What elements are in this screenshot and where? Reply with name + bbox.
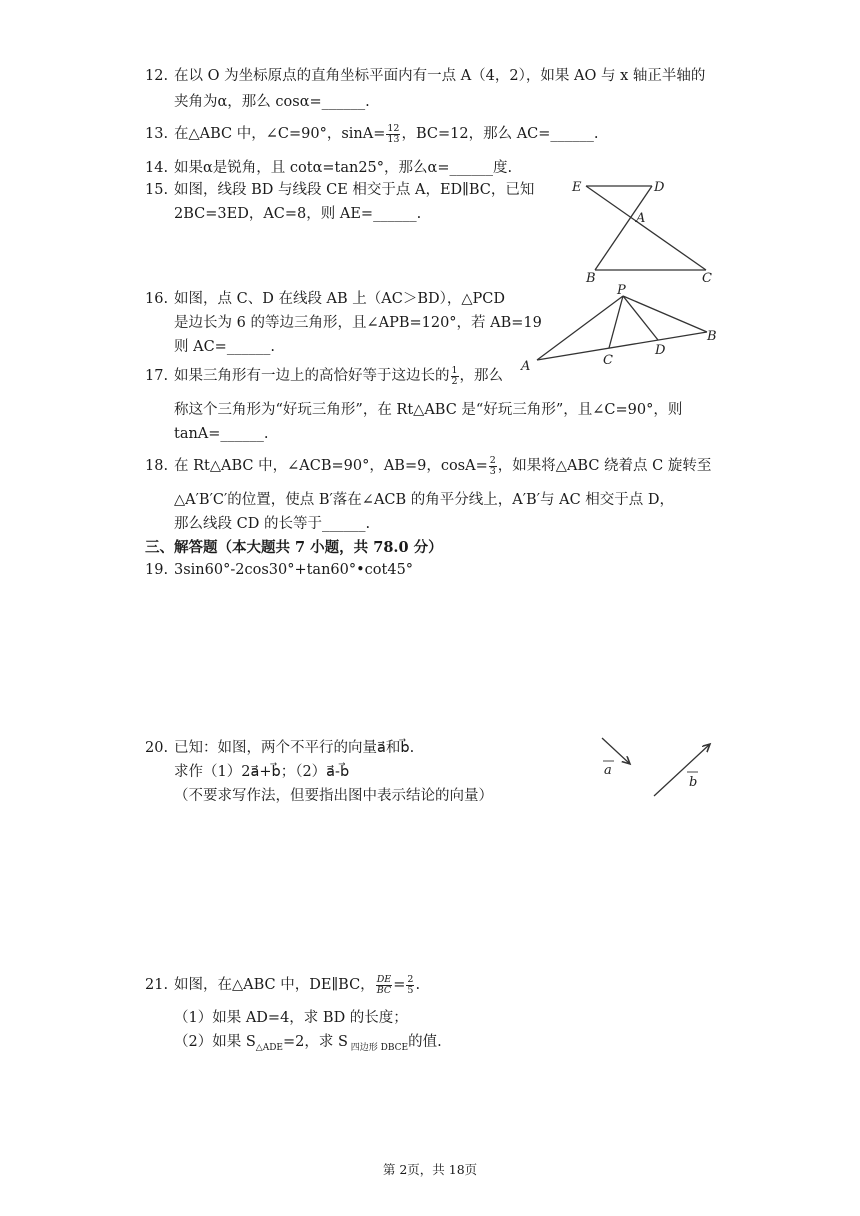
fraction-numerator: 1: [451, 364, 458, 376]
question-number: 19.: [145, 562, 169, 578]
figure-triangle-PAB: [515, 282, 725, 374]
question-text: ，如果将△ABC 绕着点 C 旋转至: [497, 458, 712, 474]
question-number: 13.: [145, 126, 169, 142]
label-C: C: [603, 353, 613, 368]
label-C: C: [702, 271, 712, 286]
question-text-line: [174, 122, 599, 146]
subscript: △ADE: [255, 1042, 283, 1053]
question-text-line: 称这个三角形为“好玩三角形”，在 Rt△ABC 是“好玩三角形”，且∠C=90°，则: [174, 402, 683, 418]
question-text-line: 如果α是锐角，且 cotα=tan25°，那么α=______度.: [174, 160, 513, 176]
figure-vectors-a-b: [592, 730, 722, 802]
label-B: B: [707, 329, 717, 344]
question-number: 17.: [145, 368, 169, 384]
fraction-denominator: 13: [387, 133, 400, 145]
label-D: D: [655, 343, 666, 358]
label-vector-a: a: [604, 763, 612, 778]
question-number: 20.: [145, 740, 169, 756]
question-text: 如果三角形有一边上的高恰好等于这边长的: [174, 368, 450, 384]
question-text: ，BC=12，那么 AC=______.: [401, 126, 599, 142]
segment-PB: [623, 296, 707, 332]
question-text-line: [174, 973, 420, 997]
fraction-numerator: 2: [407, 973, 414, 985]
question-text-line: △A′B′C′的位置，使点 B′落在∠ACB 的角平分线上，A′B′与 AC 相交于点 D，: [174, 492, 675, 508]
label-E: E: [572, 180, 582, 195]
vector-b: [654, 744, 710, 796]
fraction: [406, 975, 414, 996]
question-text-line: [174, 364, 503, 388]
segment-AB: [537, 332, 707, 360]
question-number: 12.: [145, 68, 169, 84]
question-text-line: 已知：如图，两个不平行的向量a⃗和b⃗.: [174, 740, 415, 756]
question-text-line: 如图，线段 BD 与线段 CE 相交于点 A，ED∥BC，已知: [174, 182, 535, 198]
question-text-line: 夹角为α，那么 cosα=______.: [174, 94, 370, 110]
question-text: （2）如果 S: [174, 1034, 256, 1050]
question-text: ，那么: [459, 368, 504, 384]
subscript: 四边形 DBCE: [347, 1042, 409, 1053]
question-text-line: 是边长为 6 的等边三角形，且∠APB=120°，若 AB=19: [174, 315, 542, 331]
fraction-numerator: 12: [387, 122, 400, 134]
fraction: [386, 124, 400, 145]
question-text-line: [174, 1030, 442, 1060]
label-P: P: [617, 283, 626, 298]
figure-triangles-ED-BC: [560, 172, 730, 287]
fraction-denominator: BC: [376, 984, 392, 996]
segment-PC: [609, 296, 623, 348]
question-text: 在 Rt△ABC 中，∠ACB=90°，AB=9，cosA=: [174, 458, 488, 474]
question-number: 21.: [145, 977, 169, 993]
question-number: 18.: [145, 458, 169, 474]
label-D: D: [654, 180, 665, 195]
question-text-line: tanA=______.: [174, 426, 269, 442]
question-text-line: 那么线段 CD 的长等于______.: [174, 516, 371, 532]
question-text-line: （不要求写作法，但要指出图中表示结论的向量）: [174, 788, 493, 804]
question-text-line: 则 AC=______.: [174, 339, 275, 355]
question-text-line: 在以 O 为坐标原点的直角坐标平面内有一点 A（4，2），如果 AO 与 x 轴正半轴的: [174, 68, 706, 84]
question-number: 16.: [145, 291, 169, 307]
question-text-line: 如图，点 C、D 在线段 AB 上（AC＞BD），△PCD: [174, 291, 506, 307]
question-text: 在△ABC 中，∠C=90°，sinA=: [174, 126, 386, 142]
label-A: A: [521, 359, 531, 374]
question-text: =2，求 S: [283, 1034, 348, 1050]
question-text: .: [415, 977, 421, 993]
fraction: [376, 975, 393, 996]
question-text-line: 求作（1）2a⃗+b⃗；（2）a⃗-b⃗: [174, 764, 350, 780]
question-text-line: （1）如果 AD=4，求 BD 的长度；: [174, 1010, 408, 1026]
fraction: [451, 366, 459, 387]
question-number: 14.: [145, 160, 169, 176]
question-text: 如图，在△ABC 中，DE∥BC，: [174, 977, 375, 993]
label-B: B: [586, 271, 596, 286]
question-number: 15.: [145, 182, 169, 198]
label-vector-b: b: [689, 775, 698, 790]
vector-a: [602, 738, 630, 764]
segment-PA: [537, 296, 623, 360]
fraction-numerator: 2: [489, 454, 496, 466]
page-footer: 第 2页，共 18页: [382, 1162, 478, 1177]
fraction-denominator: 5: [407, 984, 414, 996]
question-text: 的值.: [408, 1034, 442, 1050]
equals-sign: =: [393, 977, 406, 993]
label-A: A: [636, 211, 646, 226]
question-text-line: 2BC=3ED，AC=8，则 AE=______.: [174, 206, 422, 222]
question-text-line: [174, 454, 711, 478]
fraction-denominator: 2: [451, 375, 458, 387]
fraction-numerator: DE: [376, 973, 392, 985]
segment-PD: [623, 296, 658, 340]
question-text-line: 3sin60°-2cos30°+tan60°•cot45°: [174, 562, 414, 578]
fraction-denominator: 3: [489, 465, 496, 477]
fraction: [489, 456, 497, 477]
section-heading: 三、解答题（本大题共 7 小题，共 78.0 分）: [145, 539, 443, 556]
